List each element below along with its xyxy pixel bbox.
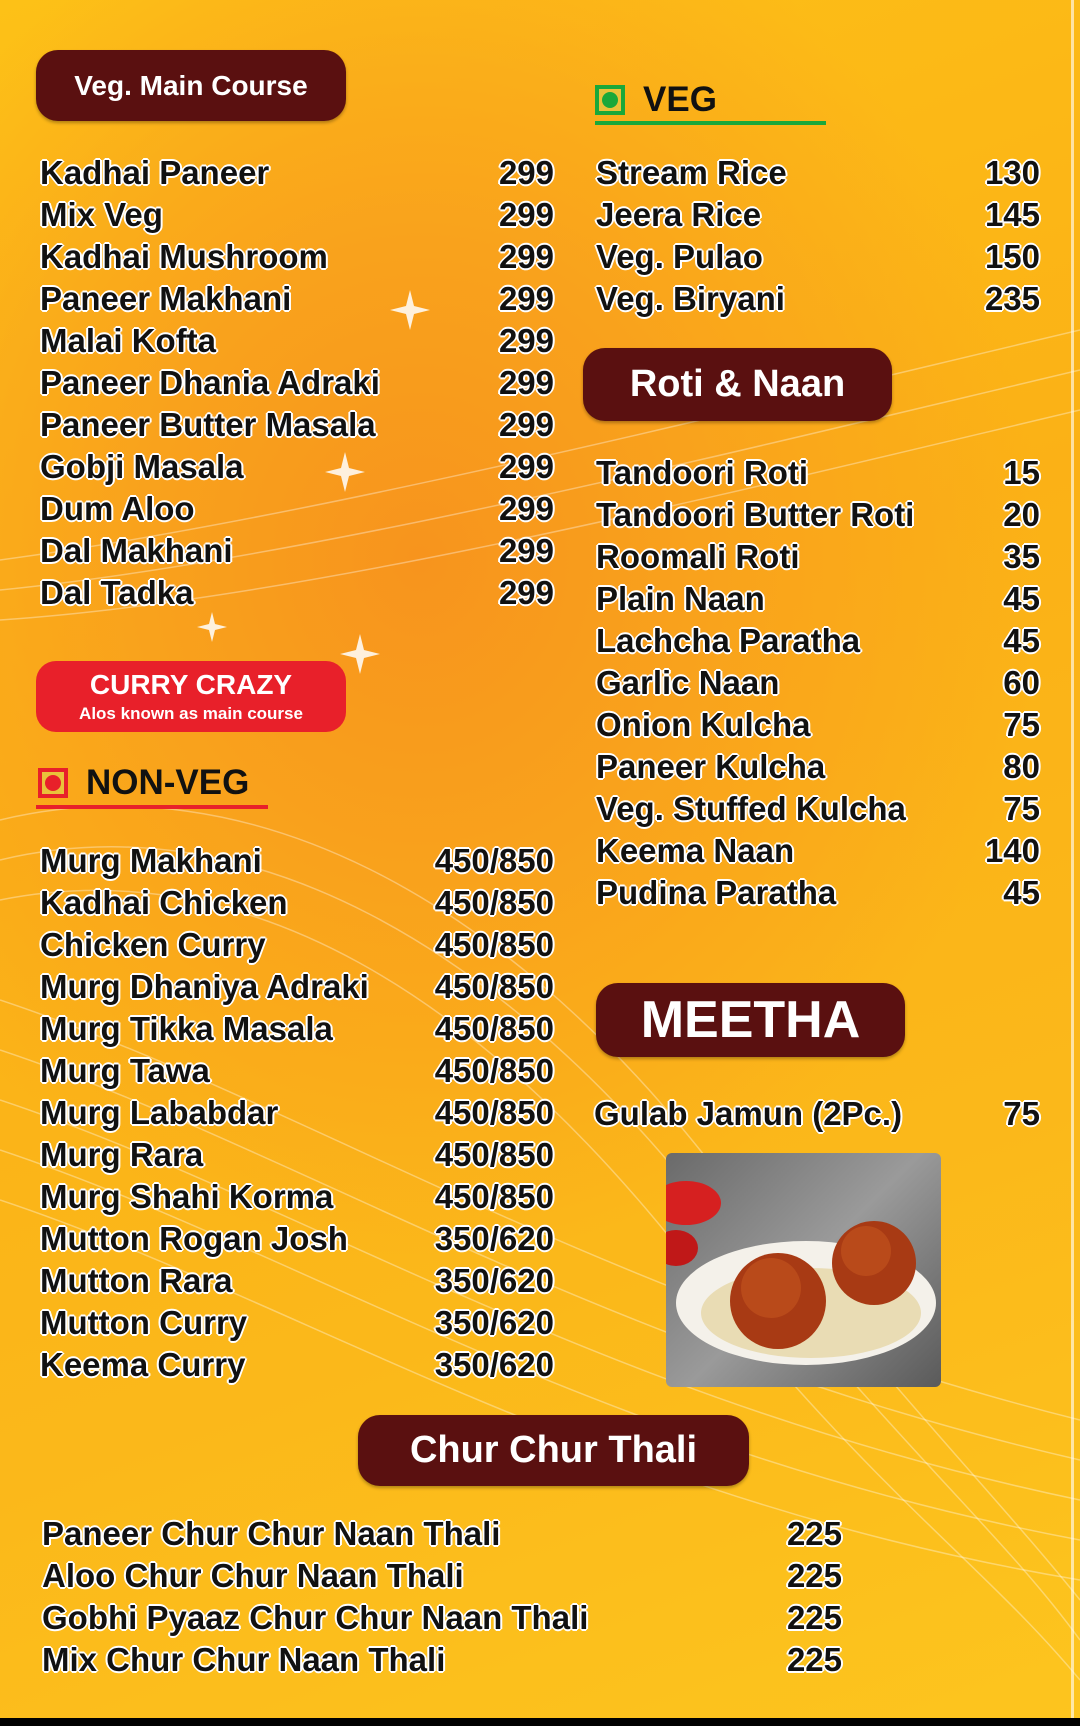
veg-header: [595, 80, 717, 120]
menu-item-name: Murg Rara: [40, 1136, 204, 1173]
menu-item-name: Veg. Pulao: [596, 238, 763, 275]
non-veg-title: NON-VEG: [86, 763, 250, 802]
curry-crazy-subtitle: Alos known as main course: [79, 704, 303, 723]
chur-chur-thali-header: Chur Chur Thali: [358, 1415, 749, 1486]
menu-item-name: Stream Rice: [596, 154, 787, 191]
menu-item-price: 450/850: [434, 926, 554, 963]
menu-item-name: Mutton Rara: [40, 1262, 233, 1299]
menu-item-name: Mutton Rogan Josh: [40, 1220, 348, 1257]
menu-item-price: 299: [498, 280, 554, 317]
menu-item-name: Gobhi Pyaaz Chur Chur Naan Thali: [42, 1599, 589, 1636]
menu-item-name: Plain Naan: [596, 580, 765, 617]
menu-item-price: 140: [984, 832, 1040, 869]
veg-symbol-icon: [595, 85, 625, 115]
menu-item-name: Tandoori Butter Roti: [596, 496, 915, 533]
menu-item-name: Kadhai Chicken: [40, 884, 288, 921]
menu-item-name: Paneer Butter Masala: [40, 406, 376, 443]
menu-item-price: 75: [1003, 1095, 1040, 1132]
menu-item-name: Chicken Curry: [40, 926, 266, 963]
menu-item-price: 130: [984, 154, 1040, 191]
veg-main-course-header: Veg. Main Course: [36, 50, 346, 121]
menu-item-name: Paneer Kulcha: [596, 748, 826, 785]
menu-item-price: 35: [1003, 538, 1040, 575]
menu-item-name: Kadhai Mushroom: [40, 238, 328, 275]
menu-item-name: Aloo Chur Chur Naan Thali: [42, 1557, 464, 1594]
menu-item-name: Paneer Chur Chur Naan Thali: [42, 1515, 501, 1552]
menu-item-price: 350/620: [434, 1220, 554, 1257]
menu-item-price: 350/620: [434, 1304, 554, 1341]
non-veg-header: [38, 763, 249, 803]
menu-item-price: 299: [498, 364, 554, 401]
menu-item-name: Gobji Masala: [40, 448, 244, 485]
menu-item-price: 450/850: [434, 1136, 554, 1173]
menu-item-name: Murg Makhani: [40, 842, 262, 879]
menu-item-name: Murg Shahi Korma: [40, 1178, 334, 1215]
menu-item-price: 450/850: [434, 1010, 554, 1047]
menu-item-name: Tandoori Roti: [596, 454, 809, 491]
menu-item-price: 450/850: [434, 1052, 554, 1089]
menu-item-price: 299: [498, 238, 554, 275]
menu-item-price: 299: [498, 322, 554, 359]
menu-item-price: 20: [1003, 496, 1040, 533]
menu-item-price: 450/850: [434, 968, 554, 1005]
menu-item-price: 45: [1003, 622, 1040, 659]
menu-item-price: 60: [1003, 664, 1040, 701]
menu-item-price: 225: [786, 1599, 842, 1636]
roti-naan-header: Roti & Naan: [583, 348, 892, 421]
menu-item-price: 150: [984, 238, 1040, 275]
menu-item-name: Onion Kulcha: [596, 706, 811, 743]
menu-item-name: Veg. Biryani: [596, 280, 785, 317]
menu-item-price: 450/850: [434, 1178, 554, 1215]
menu-item-name: Murg Tikka Masala: [40, 1010, 333, 1047]
menu-item-price: 450/850: [434, 884, 554, 921]
menu-item-price: 299: [498, 406, 554, 443]
menu-item-price: 225: [786, 1515, 842, 1552]
menu-item-price: 450/850: [434, 1094, 554, 1131]
menu-item-name: Paneer Makhani: [40, 280, 292, 317]
menu-item-name: Keema Curry: [40, 1346, 246, 1383]
menu-item-name: Garlic Naan: [596, 664, 780, 701]
menu-item-name: Mix Chur Chur Naan Thali: [42, 1641, 446, 1678]
menu-item-price: 299: [498, 532, 554, 569]
menu-item-name: Malai Kofta: [40, 322, 217, 359]
menu-item-price: 45: [1003, 580, 1040, 617]
menu-item-price: 299: [498, 196, 554, 233]
menu-item-price: 299: [498, 448, 554, 485]
menu-item-name: Veg. Stuffed Kulcha: [596, 790, 906, 827]
menu-item-price: 299: [498, 490, 554, 527]
menu-item-price: 80: [1003, 748, 1040, 785]
menu-item-price: 350/620: [434, 1262, 554, 1299]
menu-item-price: 225: [786, 1641, 842, 1678]
veg-underline: [595, 121, 826, 125]
menu-item-name: Roomali Roti: [596, 538, 800, 575]
menu-item-price: 145: [984, 196, 1040, 233]
menu-item-name: Kadhai Paneer: [40, 154, 270, 191]
menu-item-price: 75: [1003, 790, 1040, 827]
menu-item-price: 299: [498, 574, 554, 611]
menu-item-name: Pudina Paratha: [596, 874, 837, 911]
menu-item-name: Mix Veg: [40, 196, 163, 233]
menu-item-name: Dal Tadka: [40, 574, 194, 611]
menu-item-name: Paneer Dhania Adraki: [40, 364, 380, 401]
curry-crazy-title: CURRY CRAZY: [89, 669, 293, 700]
menu-item-price: 15: [1003, 454, 1040, 491]
menu-item-name: Murg Dhaniya Adraki: [40, 968, 369, 1005]
menu-item-name: Dal Makhani: [40, 532, 233, 569]
menu-item-price: 225: [786, 1557, 842, 1594]
menu-item-name: Murg Tawa: [40, 1052, 210, 1089]
menu-item-name: Jeera Rice: [596, 196, 762, 233]
menu-item-name: Lachcha Paratha: [596, 622, 861, 659]
menu-item-name: Mutton Curry: [40, 1304, 248, 1341]
menu-item-name: Dum Aloo: [40, 490, 195, 527]
menu-item-price: 235: [984, 280, 1040, 317]
gulab-jamun-photo: [666, 1153, 941, 1387]
veg-title: VEG: [643, 80, 717, 119]
menu-item-price: 350/620: [434, 1346, 554, 1383]
meetha-header: MEETHA: [596, 983, 905, 1057]
menu-item-name: Gulab Jamun (2Pc.): [594, 1095, 903, 1132]
menu-item-price: 75: [1003, 706, 1040, 743]
menu-item-price: 45: [1003, 874, 1040, 911]
menu-item-price: 299: [498, 154, 554, 191]
curry-crazy-badge: [36, 661, 346, 732]
menu-item-name: Keema Naan: [596, 832, 795, 869]
non-veg-symbol-icon: [38, 768, 68, 798]
menu-item-name: Murg Lababdar: [40, 1094, 279, 1131]
non-veg-underline: [36, 805, 268, 809]
menu-item-price: 450/850: [434, 842, 554, 879]
